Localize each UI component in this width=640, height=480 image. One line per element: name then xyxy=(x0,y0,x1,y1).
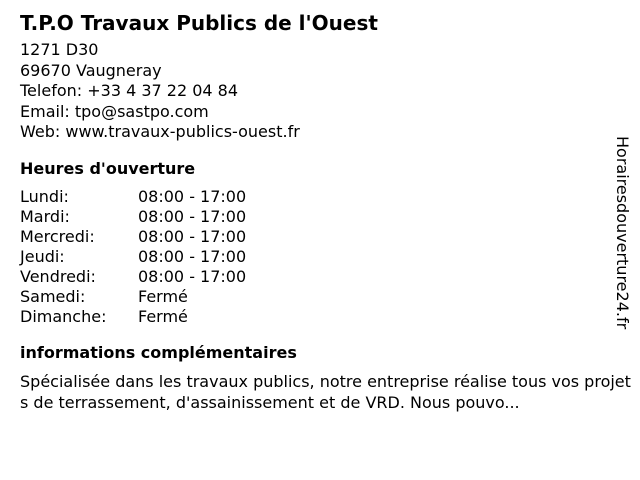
hours-row xyxy=(20,187,246,207)
contact-block xyxy=(20,40,635,143)
additional-info-heading: informations complémentaires xyxy=(20,342,297,362)
hours-day: Mercredi: xyxy=(20,226,95,246)
hours-time: 08:00 - 17:00 xyxy=(138,246,247,266)
hours-day: Vendredi: xyxy=(20,266,96,286)
business-name: T.P.O Travaux Publics de l'Ouest xyxy=(20,11,378,35)
opening-hours-heading: Heures d'ouverture xyxy=(20,158,196,178)
hours-time: Fermé xyxy=(138,286,188,306)
opening-hours-table xyxy=(20,187,246,327)
email-address: Email: tpo@sastpo.com xyxy=(20,101,209,121)
hours-day: Samedi: xyxy=(20,286,86,306)
hours-time: 08:00 - 17:00 xyxy=(138,226,247,246)
hours-time: Fermé xyxy=(138,306,188,326)
hours-day: Dimanche: xyxy=(20,306,107,326)
phone-number: Telefon: +33 4 37 22 04 84 xyxy=(20,81,239,100)
hours-row xyxy=(20,267,246,287)
address-street: 1271 D30 xyxy=(20,40,99,59)
website-address: Web: www.travaux-publics-ouest.fr xyxy=(20,122,300,141)
hours-time: 08:00 - 17:00 xyxy=(138,206,247,226)
hours-day: Lundi: xyxy=(20,186,69,206)
hours-day: Mardi: xyxy=(20,206,70,226)
hours-day: Jeudi: xyxy=(20,246,65,266)
hours-row xyxy=(20,227,246,247)
business-card xyxy=(20,10,635,413)
brand-watermark: Horairesdouverture24.fr xyxy=(613,136,632,330)
hours-row xyxy=(20,247,246,267)
hours-row xyxy=(20,307,246,327)
hours-time: 08:00 - 17:00 xyxy=(138,266,247,286)
hours-row xyxy=(20,207,246,227)
address-city: 69670 Vaugneray xyxy=(20,60,162,80)
hours-time: 08:00 - 17:00 xyxy=(138,186,247,206)
additional-info-text: Spécialisée dans les travaux publics, notre entreprise réalise tous vos projets de terrassement, d'assainissement et de VRD. Nous pouvo... xyxy=(20,371,631,412)
hours-row xyxy=(20,287,246,307)
